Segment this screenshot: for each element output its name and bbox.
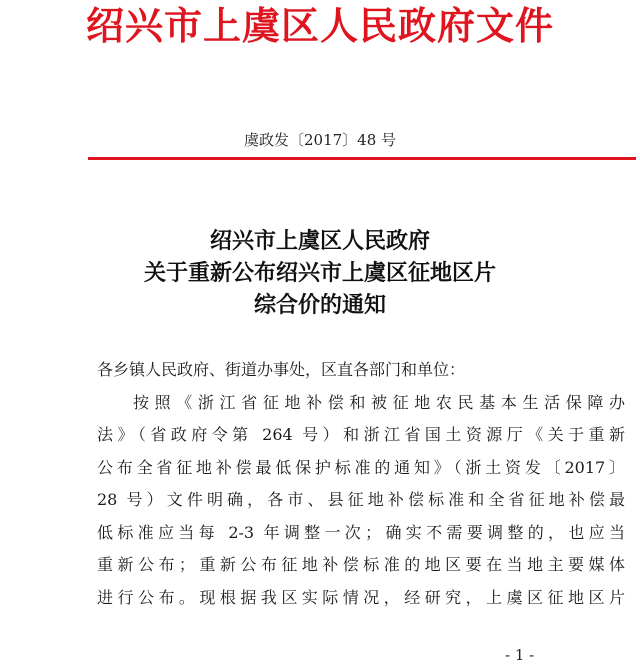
document-number: 虞政发〔2017〕48 号 (243, 131, 397, 149)
body-line-7: 进行公布。现根据我区实际情况，经研究，上虞区征地区片 (97, 587, 625, 607)
notice-body (97, 354, 625, 614)
notice-title (0, 226, 640, 322)
title-line-2: 关于重新公布绍兴市上虞区征地区片 (143, 261, 496, 286)
red-divider-line (88, 157, 636, 160)
salutation: 各乡镇人民政府、街道办事处，区直各部门和单位： (97, 360, 466, 379)
title-line-3: 综合价的通知 (253, 293, 386, 318)
body-line-6: 重新公布；重新公布征地补偿标准的地区要在当地主要媒体 (97, 555, 625, 574)
page-number: - 1 - (505, 646, 535, 664)
body-line-3: 公布全省征地补偿最低保护标准的通知》（浙土资发〔2017〕 (97, 457, 625, 477)
body-line-5: 低标准应当每 2-3 年调整一次；确实不需要调整的，也应当 (97, 522, 625, 542)
body-line-1: 按照《浙江省征地补偿和被征地农民基本生活保障办 (133, 392, 625, 412)
issuer-header: 绍兴市上虞区人民政府文件 (85, 3, 554, 48)
body-line-4: 28 号）文件明确，各市、县征地补偿标准和全省征地补偿最 (97, 490, 625, 509)
body-line-2: 法》（省政府令第 264 号）和浙江省国土资源厅《关于重新 (97, 425, 625, 444)
title-line-1: 绍兴市上虞区人民政府 (209, 229, 430, 254)
